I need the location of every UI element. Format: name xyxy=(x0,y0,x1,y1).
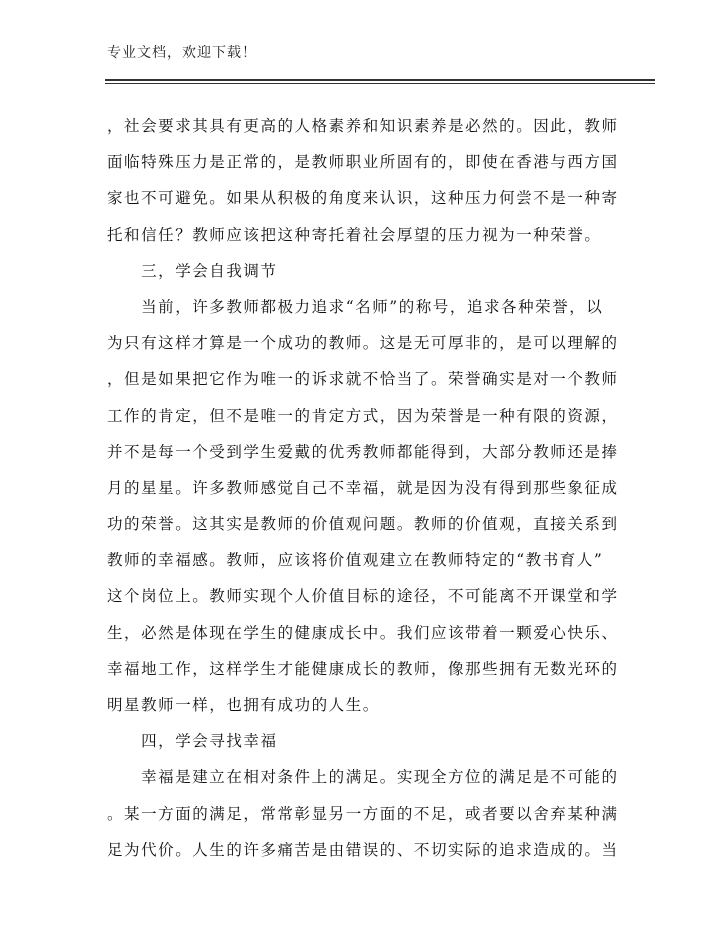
text-line: 家也不可避免。如果从积极的角度来认识，这种压力何尝不是一种寄 xyxy=(107,189,619,208)
text-line: 这个岗位上。教师实现个人价值目标的途径，不可能离不开课堂和学 xyxy=(107,587,619,606)
text-line: ，但是如果把它作为唯一的诉求就不恰当了。荣誉确实是对一个教师 xyxy=(107,370,619,389)
body-text xyxy=(107,108,619,868)
text-line: 功的荣誉。这其实是教师的价值观问题。教师的价值观，直接关系到 xyxy=(107,515,619,534)
section-heading: 三，学会自我调节 xyxy=(107,261,278,280)
text-line: 生，必然是体现在学生的健康成长中。我们应该带着一颗爱心快乐、 xyxy=(107,623,619,642)
text-line: 明星教师一样，也拥有成功的人生。 xyxy=(107,696,380,714)
text-line: 工作的肯定，但不是唯一的肯定方式，因为荣誉是一种有限的资源， xyxy=(107,406,619,425)
text-line: 。某一方面的满足，常常彰显另一方面的不足，或者要以舍弃某种满 xyxy=(107,804,619,823)
text-line: 当前，许多教师都极力追求“名师”的称号，追求各种荣誉，以 xyxy=(107,297,604,316)
text-line: 幸福地工作，这样学生才能健康成长的教师，像那些拥有无数光环的 xyxy=(107,659,619,678)
text-line: 面临特殊压力是正常的，是教师职业所固有的，即使在香港与西方国 xyxy=(107,153,619,172)
text-line: 并不是每一个受到学生爱戴的优秀教师都能得到，大部分教师还是捧 xyxy=(107,442,619,461)
text-line: ，社会要求其具有更高的人格素养和知识素养是必然的。因此，教师 xyxy=(107,117,619,135)
header-rule-thick xyxy=(105,79,655,81)
header-note: 专业文档，欢迎下载！ xyxy=(107,45,257,61)
text-line: 教师的幸福感。教师，应该将价值观建立在教师特定的“教书育人” xyxy=(107,551,604,570)
text-line: 幸福是建立在相对条件上的满足。实现全方位的满足是不可能的 xyxy=(107,768,619,787)
text-line: 月的星星。许多教师感觉自己不幸福，就是因为没有得到那些象征成 xyxy=(107,478,619,497)
header-rule-thin xyxy=(105,83,655,84)
text-line: 为只有这样才算是一个成功的教师。这是无可厚非的，是可以理解的 xyxy=(107,334,619,353)
text-line: 足为代价。人生的许多痛苦是由错误的、不切实际的追求造成的。当 xyxy=(107,840,619,859)
text-line: 托和信任？教师应该把这种寄托着社会厚望的压力视为一种荣誉。 xyxy=(107,225,602,244)
section-heading: 四，学会寻找幸福 xyxy=(107,732,278,751)
